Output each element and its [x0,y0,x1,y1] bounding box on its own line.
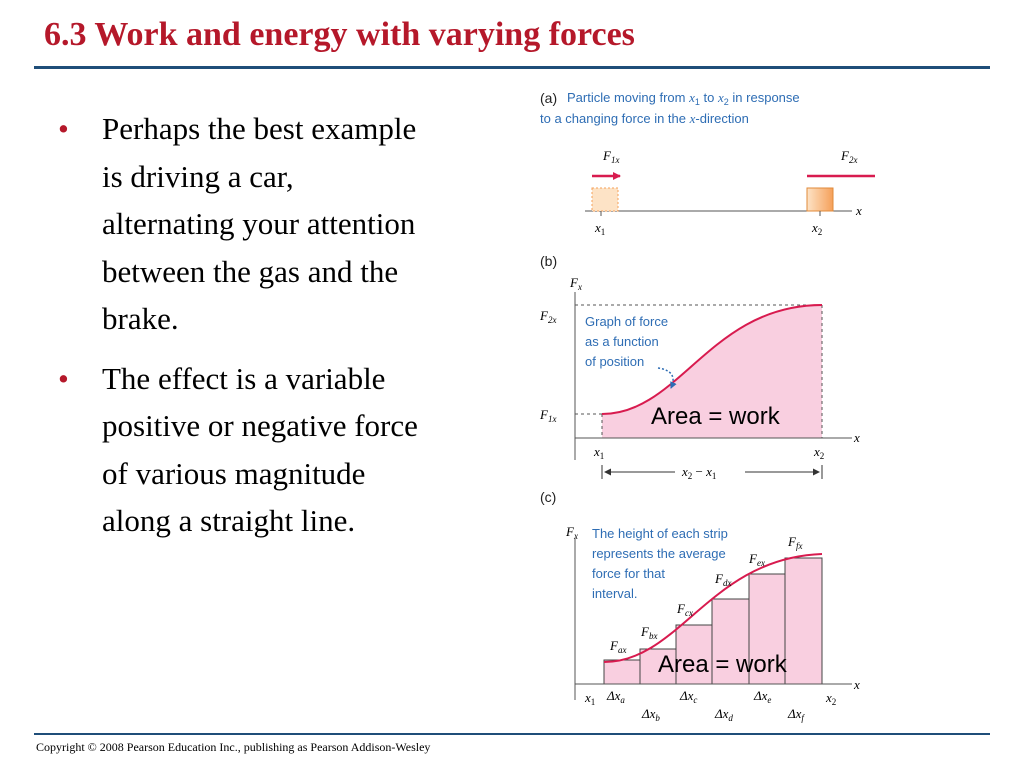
panel-c-y-axis-label: $F_x$ [566,524,578,541]
panel-b-span-label: $x_2 - x_1$ [682,464,717,481]
panel-c-x2-label: $x_2$ [826,690,837,707]
panel-c-area-label: Area = work [658,651,787,678]
panel-a-caption-1: Particle moving from $x_1$ to $x_2$ in response [567,90,800,107]
panel-b-F2x-label: $F_{2x}$ [540,308,557,325]
strip-force-label: $F_{ax}$ [610,638,627,655]
strip-force-label: $F_{cx}$ [677,601,693,618]
panel-c [540,489,860,723]
particle-start-block [592,188,618,211]
strip-force-label: $F_{ex}$ [749,551,765,568]
force-2-label: $F_{2x}$ [841,148,858,165]
interval-label: $\Delta x_e$ [754,688,772,705]
panel-a-caption-2: to a changing force in the x-direction [540,111,749,126]
panel-c-label: (c) [540,489,557,505]
interval-label: $\Delta x_f$ [788,706,804,723]
bullet-list [58,105,428,557]
panel-a-label: (a) [540,90,558,106]
panel-a-x2-label: $x_2$ [812,220,823,237]
bullet-text: The effect is a variable positive or negative force of various magnitude along a straight line. [102,360,418,538]
panel-b-x-axis-label: x [854,430,860,445]
panel-b-area-label: Area = work [651,403,780,430]
strip-force-label: $F_{bx}$ [641,624,658,641]
panel-b-label: (b) [540,253,558,269]
strip-force-label: $F_{dx}$ [715,571,732,588]
bullet-item [58,355,428,545]
strip-force-label: $F_{fx}$ [788,534,803,551]
panel-c-note-4: interval. [592,586,638,601]
interval-label: $\Delta x_b$ [642,706,660,723]
title-divider [34,66,990,69]
panel-b-y-axis-label: $F_x$ [570,275,582,292]
footer-divider [34,733,990,735]
interval-label: $\Delta x_d$ [715,706,733,723]
work-energy-figure [530,80,875,735]
panel-c-note-2: represents the average [592,546,726,561]
bullet-dot-icon: • [58,360,69,396]
panel-a [540,90,875,237]
particle-end-block [807,188,833,211]
panel-c-x-axis-label: x [854,677,860,692]
panel-c-note-3: force for that [592,566,665,581]
panel-a-axis-label: x [856,203,862,218]
panel-a-x1-label: $x_1$ [595,220,606,237]
panel-b-note-1: Graph of force [585,314,669,329]
panel-b-note-2: as a function [585,334,659,349]
panel-b-note-3: of position [585,354,645,369]
panel-c-note-1: The height of each strip [592,526,728,541]
copyright-footer: Copyright © 2008 Pearson Education Inc., publishing as Pearson Addison-Wesley [36,740,431,754]
interval-label: $\Delta x_c$ [680,688,698,705]
panel-b-x1-label: $x_1$ [594,444,605,461]
bullet-dot-icon: • [58,111,69,146]
force-1-label: $F_{1x}$ [603,148,620,165]
bullet-text: Perhaps the best example is driving a car, alternating your attention between the gas and the brake. [102,111,417,336]
strip-a [604,660,640,684]
panel-b-F1x-label: $F_{1x}$ [540,407,557,424]
strip-f [785,558,822,684]
panel-c-x1-label: $x_1$ [585,690,596,707]
bullet-item [58,105,428,343]
interval-label: $\Delta x_a$ [607,688,625,705]
panel-b [539,253,860,481]
panel-b-x2-label: $x_2$ [814,444,825,461]
slide-title: 6.3 Work and energy with varying forces [44,16,635,53]
